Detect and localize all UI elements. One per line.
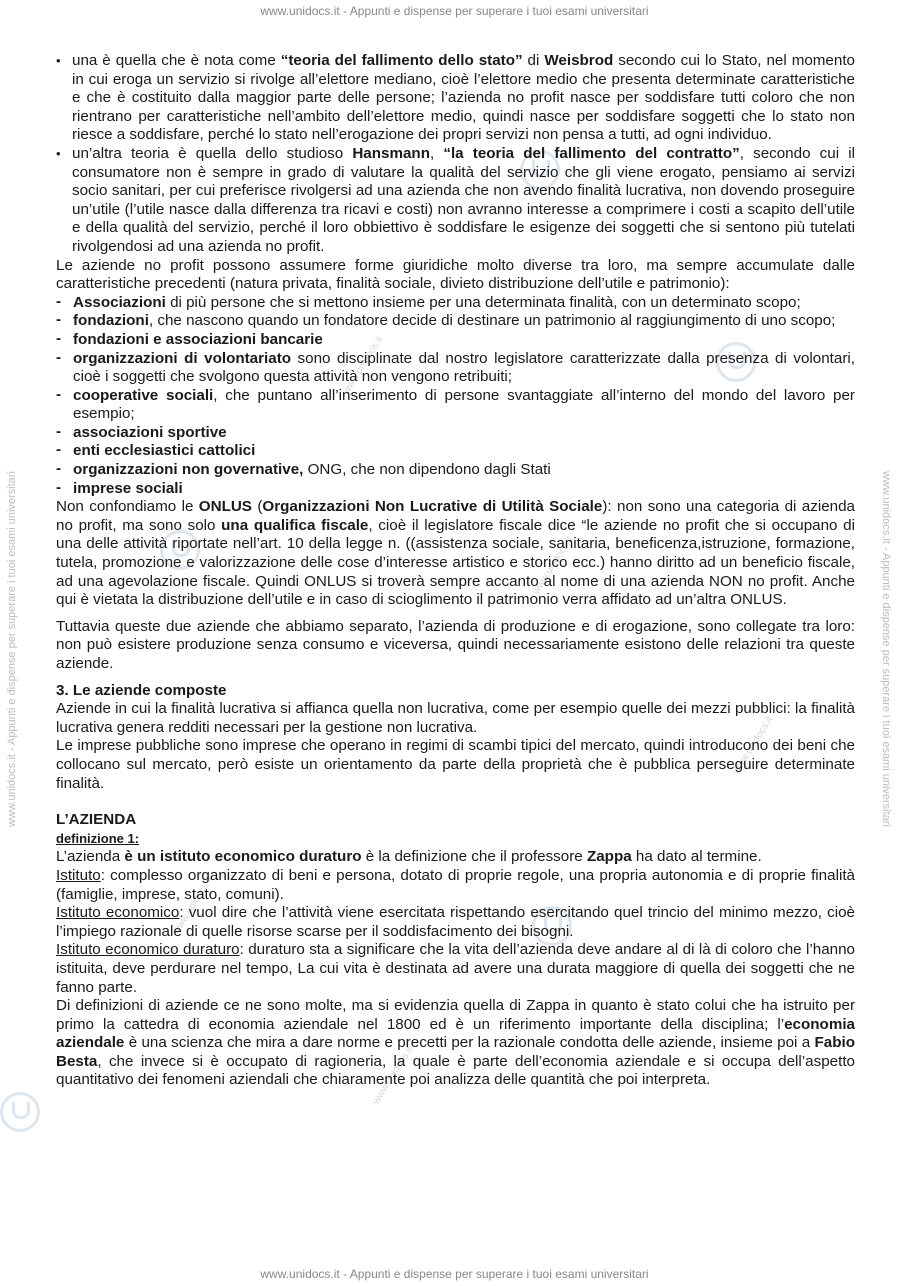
section-heading-composite: 3. Le aziende composte — [56, 681, 227, 699]
unidocs-logo-icon — [0, 1092, 40, 1132]
list-item: - cooperative sociali, che puntano all’inserimento di persone svantaggiate all’interno del mondo del lavoro per esempio; — [56, 387, 855, 424]
legal-forms-list — [56, 294, 855, 499]
theory-item-hansmann: • un’altra teoria è quella dello studioso Hansmann, “la teoria del fallimento del contratto”, secondo cui il consumatore non è sempre in grado di valutare la qualità del servizio che gli viene erogato, pensiamo ai servizi socio sanitari, per cui preferisce rivolgersi ad una azienda che non avendo finalità lucrativa, non dovendo proseguire un’utile (l’utile nasce dalla differenza tra ricavi e costi) non avranno interesse a comprimere i costi a scapito dell’utile e della qualità del servizio, perché il loro obbiettivo è soddisfare le esigenze dei soggetti che si sentono più tutelati rivolgendosi ad una azienda no profit. — [56, 145, 855, 257]
diagonal-watermark: www.unidocs.it — [340, 334, 386, 397]
diagonal-watermark: www.unidocs.it — [370, 1044, 416, 1107]
list-item: - enti ecclesiastici cattolici — [56, 442, 855, 461]
diagonal-watermark: www.unidocs.it — [530, 534, 576, 597]
list-item: - associazioni sportive — [56, 424, 855, 443]
list-item: - Associazioni di più persone che si mettono insieme per una determinata finalità, con un determinato scopo; — [56, 294, 855, 313]
composite-paragraph-2: Le imprese pubbliche sono imprese che operano in regimi di scambi tipici del mercato, quindi introducono dei beni che collocano sul mercato, però esiste un orientamento da parte della proprietà che è pubblica perseguire determinate finalità. — [56, 737, 855, 792]
link-paragraph: Tuttavia queste due aziende che abbiamo separato, l’azienda di produzione e di erogazione, sono collegate tra loro: non può esistere produzione senza consumo e viceversa, quindi necessariamente esistono delle relazioni tra queste aziende. — [56, 617, 855, 672]
section-heading-azienda: L’AZIENDA — [56, 811, 137, 829]
final-paragraph: Di definizioni di aziende ce ne sono molte, ma si evidenzia quella di Zappa in quanto è stato colui che ha istruito per primo la cattedra di economia aziendale nel 1800 ed è un riferimento importante della disciplina; l’economia aziendale è una scienza che mira a dare norme e precetti per la razionale condotta delle aziende, insieme poi a Fabio Besta, che invece si è occupato di ragioneria, la quale è parte dell’economia aziendale e si occupa dell’aspetto quantitativo dei fenomeni aziendali che chiaramente poi analizza delle quantità che poi interpreta. — [56, 997, 855, 1089]
list-item: - fondazioni, che nascono quando un fondatore decide di destinare un patrimonio al raggiungimento di uno scopo; — [56, 312, 855, 331]
forms-intro: Le aziende no profit possono assumere forme giuridiche molto diverse tra loro, ma sempre accumulate dalle caratteristiche precedenti (natura privata, finalità sociale, divieto distribuzione dell’utile e patrimonio): — [56, 256, 855, 293]
header-watermark: www.unidocs.it - Appunti e dispense per superare i tuoi esami universitari — [260, 4, 649, 18]
left-side-watermark: www.unidocs.it - Appunti e dispense per superare i tuoi esami universitari — [6, 471, 18, 827]
composite-paragraph-1: Aziende in cui la finalità lucrativa si affianca quella non lucrativa, come per esempio quelle dei mezzi pubblici: la finalità lucrativa genera redditi necessari per la gestione non lucrativa. — [56, 700, 855, 736]
term-definition: Istituto economico: vuol dire che l’attività viene esercitata rispettando esercitando quel trincio del minimo mezzo, cioè l’impiego razionale di quelle risorse scarse per il soddisfacimento dei bisogni. — [56, 904, 855, 940]
diagonal-watermark: www.unidocs.it — [170, 874, 216, 937]
diagonal-watermark: www.unidocs.it — [730, 714, 776, 777]
theories-list — [56, 52, 855, 257]
document-body — [56, 52, 855, 1090]
definition-label: definizione 1: — [56, 830, 140, 846]
footer-watermark: www.unidocs.it - Appunti e dispense per superare i tuoi esami universitari — [260, 1267, 649, 1281]
term-definition: Istituto: complesso organizzato di beni e persona, dotato di proprie regole, una propria autonomia e di proprie finalità (famiglie, imprese, stato, comuni). — [56, 866, 855, 903]
list-item: - imprese sociali — [56, 480, 855, 499]
definition-sentence: L’azienda è un istituto economico duraturo è la definizione che il professore Zappa ha dato al termine. — [56, 848, 762, 866]
list-item: - organizzazioni di volontariato sono disciplinate dal nostro legislatore caratterizzate dalla presenza di volontari, cioè i soggetti che svolgono questa attività non vengono retribuiti; — [56, 350, 855, 387]
theory-item-weisbrod: • una è quella che è nota come “teoria del fallimento dello stato” di Weisbrod secondo cui lo Stato, nel momento in cui eroga un servizio si rivolge all’elettore mediano, cioè l’elettore medio che presenta determinate caratteristiche e che è costituito dalla maggior parte delle persone; l’azienda no profit nasce per soddisfare tutti coloro che non rientrano per caratteristiche nell’ambito dell’elettore medio, quindi nasce per soddisfare soggetti che lo stato non riesce a soddisfare, perché lo stato nell’erogazione dei propri servizi non pensa a tutti, ad ogni individuo. — [56, 52, 855, 145]
list-item: - organizzazioni non governative, ONG, che non dipendono dagli Stati — [56, 461, 855, 480]
list-item: - fondazioni e associazioni bancarie — [56, 331, 855, 350]
right-side-watermark: www.unidocs.it - Appunti e dispense per superare i tuoi esami universitari — [880, 471, 892, 827]
onlus-paragraph: Non confondiamo le ONLUS (Organizzazioni Non Lucrative di Utilità Sociale): non sono una categoria di azienda no profit, ma sono solo una qualifica fiscale, cioè il legislatore fiscale dice “le aziende no profit che si occupano di una delle attività riportate nell’art. 10 della legge n. ((assistenza sociale, sanitaria, beneficenza,istruzione, formazione, tutela, promozione e valorizzazione delle cose d’interesse artistico e storico ecc.) hanno diritto ad un beneficio fiscale, ad una agevolazione fiscale. Quindi ONLUS si troverà sempre accanto al nome di una azienda NON no profit. Anche qui è vietata la distribuzione dell’utile e in caso di scioglimento il patrimonio verra affidato ad un’altra ONLUS. — [56, 498, 855, 609]
term-definition: Istituto economico duraturo: duraturo sta a significare che la vita dell’azienda deve andare al di là di coloro che l’hanno istituita, deve perdurare nel tempo, La cui vita è destinata ad avere una durata maggiore di quella dei soggetti che ne fanno parte. — [56, 941, 855, 996]
